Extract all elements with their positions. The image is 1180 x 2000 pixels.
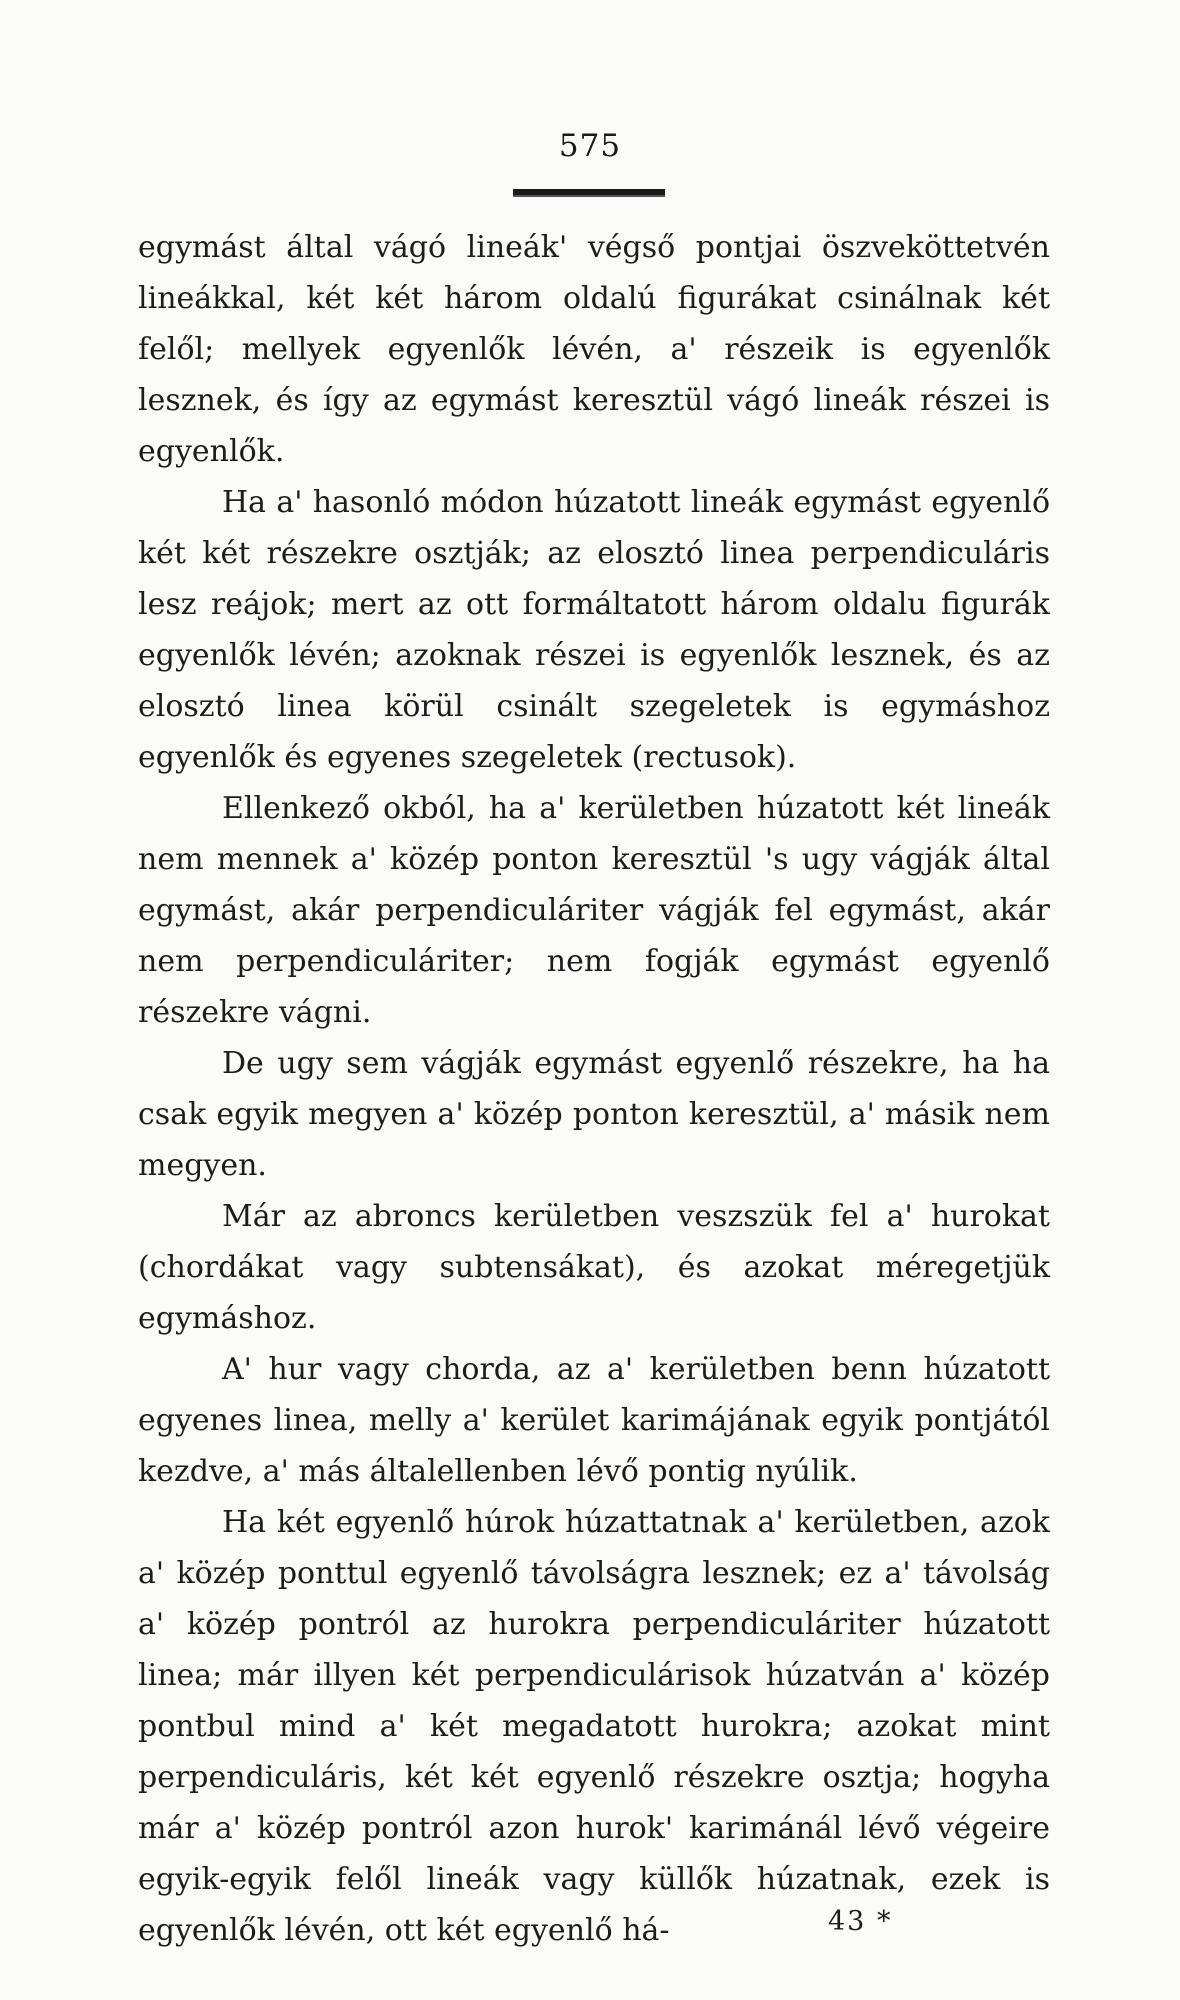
signature-mark: 43 * (828, 1906, 893, 1937)
paragraph-4: De ugy sem vágják egymást egyenlő részekre, ha ha csak egyik megyen a' közép ponton keresztül, a' másik nem megyen. (138, 1046, 1050, 1183)
header-rule (513, 189, 665, 197)
paragraph-5: Már az abroncs kerületben veszszük fel a' hurokat (chordákat vagy subtensákat), és azokat méregetjük egymáshoz. (138, 1199, 1050, 1336)
paragraph-3: Ellenkező okból, ha a' kerületben húzatott két lineák nem mennek a' közép ponton keresztül 's ugy vágják által egymást, akár perpendiculáriter vágják fel egymást, akár nem perpendiculáriter; nem fogják egymást egyenlő részekre vágni. (138, 791, 1050, 1030)
paragraph-7: Ha két egyenlő húrok húzattatnak a' kerületben, azok a' közép ponttul egyenlő távolságra lesznek; ez a' távolság a' közép pontról az hurokra perpendiculáriter húzatott linea; már illyen két perpendiculárisok húzatván a' közép pontbul mind a' két megadatott hurokra; azokat mint perpendiculáris, két két egyenlő részekre osztja; hogyha már a' közép pontról azon hurok' karimánál lévő végeire egyik-egyik felől lineák vagy küllők húzatnak, ezek is egyenlők lévén, ott két egyenlő há- (138, 1505, 1050, 1948)
paragraph-2: Ha a' hasonló módon húzatott lineák egymást egyenlő két két részekre osztják; az elosztó linea perpendiculáris lesz reájok; mert az ott formáltatott három oldalu figurák egyenlők lévén; azoknak részei is egyenlők lesznek, és az elosztó linea körül csinált szegeletek is egymáshoz egyenlők és egyenes szegeletek (rectusok). (138, 485, 1050, 775)
body-text (138, 222, 1050, 1956)
paragraph-1: egymást által vágó lineák' végső pontjai öszveköttetvén lineákkal, két két három oldalú figurákat csinálnak két felől; mellyek egyenlők lévén, a' részeik is egyenlők lesznek, és így az egymást keresztül vágó lineák részei is egyenlők. (138, 230, 1050, 469)
page-number: 575 (558, 128, 622, 164)
paragraph-6: A' hur vagy chorda, az a' kerületben benn húzatott egyenes linea, melly a' kerület karimájának egyik pontjától kezdve, a' más általellenben lévő pontig nyúlik. (138, 1352, 1050, 1489)
